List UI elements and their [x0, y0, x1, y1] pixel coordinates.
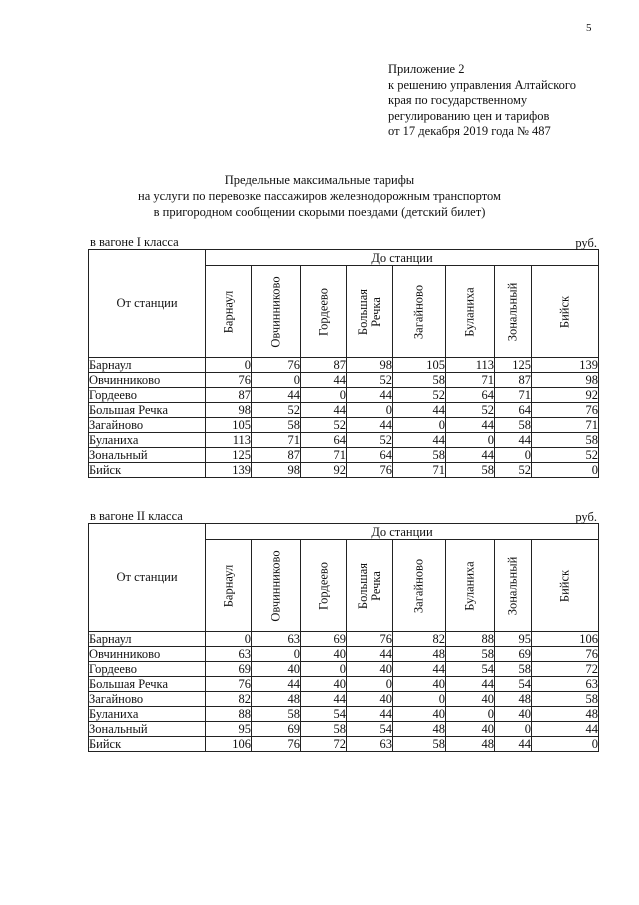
page-number: 5: [586, 22, 592, 34]
header-row: [89, 524, 599, 540]
tariff-cell: 48: [393, 647, 446, 662]
tariff-table-class-1: [88, 249, 599, 478]
tariff-cell: 40: [347, 692, 393, 707]
tariff-cell: 64: [347, 448, 393, 463]
currency-unit: руб.: [575, 510, 597, 524]
column-header: [206, 266, 252, 358]
tariff-cell: 71: [495, 388, 532, 403]
row-station: Барнаул: [89, 358, 206, 373]
to-station-header: До станции: [206, 250, 599, 266]
tariff-cell: 64: [301, 433, 347, 448]
column-header-label: Барнаул: [221, 564, 235, 607]
tariff-cell: 106: [532, 632, 599, 647]
tariff-cell: 54: [301, 707, 347, 722]
table-row: [89, 463, 599, 478]
table-row: [89, 358, 599, 373]
appendix-line: Приложение 2: [388, 62, 465, 76]
tariff-cell: 87: [495, 373, 532, 388]
tariff-cell: 71: [252, 433, 301, 448]
tariff-section-class-1: [88, 235, 600, 478]
column-header-label: Зональный: [505, 282, 520, 341]
tariff-cell: 44: [446, 677, 495, 692]
appendix-line: края по государственному: [388, 93, 528, 107]
tariff-cell: 76: [347, 463, 393, 478]
tariff-cell: 76: [252, 737, 301, 752]
tariff-cell: 76: [532, 403, 599, 418]
row-station: Бийск: [89, 737, 206, 752]
column-header: [206, 540, 252, 632]
tariff-cell: 92: [301, 463, 347, 478]
appendix-block: [388, 62, 628, 140]
column-header: [301, 266, 347, 358]
tariff-cell: 40: [347, 662, 393, 677]
tariff-cell: 44: [532, 722, 599, 737]
column-header-label: Барнаул: [221, 290, 235, 333]
table-row: [89, 418, 599, 433]
tariff-cell: 48: [495, 692, 532, 707]
tariff-cell: 98: [206, 403, 252, 418]
row-station: Загайново: [89, 418, 206, 433]
tariff-cell: 98: [252, 463, 301, 478]
row-station: Гордеево: [89, 388, 206, 403]
tariff-cell: 40: [393, 707, 446, 722]
column-header-label: Овчинниково: [268, 549, 283, 622]
tariff-cell: 40: [446, 722, 495, 737]
column-header: [252, 540, 301, 632]
tariff-cell: 87: [301, 358, 347, 373]
tariff-cell: 40: [301, 647, 347, 662]
tariff-cell: 113: [446, 358, 495, 373]
column-header-label: Буланиха: [462, 286, 477, 337]
tariff-cell: 64: [446, 388, 495, 403]
tariff-table-class-2: [88, 523, 599, 752]
row-station: Зональный: [89, 448, 206, 463]
tariff-cell: 71: [532, 418, 599, 433]
tariff-cell: 52: [347, 433, 393, 448]
column-header: [347, 540, 393, 632]
currency-unit: руб.: [575, 236, 597, 250]
tariff-cell: 0: [347, 677, 393, 692]
column-header-label: Буланиха: [462, 560, 477, 611]
table-row: [89, 722, 599, 737]
tariff-cell: 71: [446, 373, 495, 388]
appendix-line: к решению управления Алтайского: [388, 77, 576, 92]
tariff-cell: 0: [206, 632, 252, 647]
tariff-cell: 58: [532, 692, 599, 707]
tariff-cell: 0: [532, 737, 599, 752]
tariff-cell: 63: [347, 737, 393, 752]
table-row: [89, 433, 599, 448]
tariff-cell: 0: [347, 403, 393, 418]
row-station: Бийск: [89, 463, 206, 478]
tariff-cell: 82: [393, 632, 446, 647]
column-header-label: Гордеево: [316, 287, 330, 336]
tariff-cell: 0: [252, 373, 301, 388]
column-header: [393, 540, 446, 632]
tariff-cell: 0: [446, 433, 495, 448]
appendix-line: от 17 декабря 2019 года № 487: [388, 124, 551, 138]
tariff-cell: 71: [393, 463, 446, 478]
tariff-cell: 76: [347, 632, 393, 647]
title-line: на услуги по перевозке пассажиров железнодорожным транспортом: [138, 189, 501, 203]
from-station-header: От станции: [89, 524, 206, 632]
tariff-cell: 87: [252, 448, 301, 463]
tariff-cell: 40: [301, 677, 347, 692]
table-row: [89, 373, 599, 388]
row-station: Загайново: [89, 692, 206, 707]
tariff-cell: 88: [206, 707, 252, 722]
tariff-cell: 98: [347, 358, 393, 373]
tariff-cell: 44: [347, 647, 393, 662]
tariff-cell: 63: [252, 632, 301, 647]
row-station: Зональный: [89, 722, 206, 737]
section-label: в вагоне II класса: [90, 509, 183, 523]
tariff-cell: 58: [252, 418, 301, 433]
column-header: [301, 540, 347, 632]
tariff-cell: 58: [446, 647, 495, 662]
row-station: Овчинниково: [89, 373, 206, 388]
title-line: в пригородном сообщении скорыми поездами (детский билет): [153, 205, 486, 219]
tariff-cell: 54: [446, 662, 495, 677]
tariff-cell: 105: [206, 418, 252, 433]
tariff-cell: 72: [301, 737, 347, 752]
tariff-cell: 44: [393, 433, 446, 448]
table-row: [89, 403, 599, 418]
column-header-label: Овчинниково: [268, 275, 283, 348]
tariff-cell: 44: [446, 448, 495, 463]
tariff-cell: 58: [301, 722, 347, 737]
column-header: [393, 266, 446, 358]
tariff-section-class-2: [88, 509, 600, 752]
column-header-label: Бийск: [557, 295, 572, 328]
tariff-cell: 139: [532, 358, 599, 373]
tariff-cell: 69: [301, 632, 347, 647]
tariff-cell: 72: [532, 662, 599, 677]
tariff-cell: 58: [252, 707, 301, 722]
column-header-label: Загайново: [411, 558, 426, 613]
tariff-cell: 44: [393, 403, 446, 418]
row-station: Буланиха: [89, 433, 206, 448]
from-station-header: От станции: [89, 250, 206, 358]
appendix-line: регулированию цен и тарифов: [388, 108, 550, 123]
tariff-cell: 0: [446, 707, 495, 722]
tariff-cell: 52: [301, 418, 347, 433]
tariff-cell: 48: [393, 722, 446, 737]
tariff-cell: 71: [301, 448, 347, 463]
tariff-cell: 64: [495, 403, 532, 418]
column-header: [532, 266, 599, 358]
tariff-cell: 48: [446, 737, 495, 752]
tariff-cell: 44: [301, 373, 347, 388]
tariff-cell: 54: [347, 722, 393, 737]
tariff-cell: 87: [206, 388, 252, 403]
table-row: [89, 662, 599, 677]
column-header: [532, 540, 599, 632]
table-row: [89, 692, 599, 707]
tariff-cell: 44: [301, 692, 347, 707]
tariff-cell: 40: [495, 707, 532, 722]
tariff-cell: 69: [495, 647, 532, 662]
tariff-cell: 40: [393, 677, 446, 692]
tariff-cell: 44: [252, 388, 301, 403]
tariff-cell: 0: [301, 388, 347, 403]
tariff-cell: 52: [446, 403, 495, 418]
tariff-cell: 98: [532, 373, 599, 388]
table-row: [89, 632, 599, 647]
tariff-cell: 76: [206, 373, 252, 388]
row-station: Большая Речка: [89, 403, 206, 418]
tariff-cell: 58: [532, 433, 599, 448]
tariff-cell: 92: [532, 388, 599, 403]
column-header: [446, 540, 495, 632]
tariff-cell: 54: [495, 677, 532, 692]
tariff-cell: 125: [495, 358, 532, 373]
row-station: Овчинниково: [89, 647, 206, 662]
column-header-label: Большая Речка: [355, 288, 383, 335]
tariff-cell: 82: [206, 692, 252, 707]
tariff-cell: 95: [206, 722, 252, 737]
table-row: [89, 647, 599, 662]
tariff-cell: 40: [252, 662, 301, 677]
tariff-cell: 44: [495, 737, 532, 752]
tariff-cell: 125: [206, 448, 252, 463]
row-station: Барнаул: [89, 632, 206, 647]
tariff-cell: 139: [206, 463, 252, 478]
tariff-cell: 0: [393, 692, 446, 707]
tariff-cell: 52: [532, 448, 599, 463]
to-station-header: До станции: [206, 524, 599, 540]
column-header: [446, 266, 495, 358]
column-header-label: Бийск: [557, 569, 572, 602]
tariff-cell: 58: [393, 737, 446, 752]
table-row: [89, 388, 599, 403]
title-line: Предельные максимальные тарифы: [224, 173, 415, 187]
tariff-cell: 52: [252, 403, 301, 418]
tariff-cell: 63: [532, 677, 599, 692]
tariff-cell: 44: [252, 677, 301, 692]
tariff-cell: 76: [252, 358, 301, 373]
tariff-cell: 0: [301, 662, 347, 677]
header-row: [89, 250, 599, 266]
tariff-cell: 0: [206, 358, 252, 373]
tariff-cell: 44: [301, 403, 347, 418]
tariff-cell: 58: [495, 662, 532, 677]
tariff-cell: 106: [206, 737, 252, 752]
column-header-label: Гордеево: [316, 561, 330, 610]
tariff-cell: 44: [446, 418, 495, 433]
tariff-cell: 0: [532, 463, 599, 478]
column-header-label: Загайново: [411, 284, 426, 339]
tariff-cell: 0: [252, 647, 301, 662]
table-row: [89, 677, 599, 692]
row-station: Большая Речка: [89, 677, 206, 692]
tariff-cell: 58: [393, 373, 446, 388]
tariff-cell: 95: [495, 632, 532, 647]
section-label: в вагоне I класса: [90, 235, 179, 249]
tariff-cell: 58: [393, 448, 446, 463]
column-header: [495, 266, 532, 358]
tariff-cell: 113: [206, 433, 252, 448]
tariff-cell: 63: [206, 647, 252, 662]
column-header-label: Зональный: [505, 556, 520, 615]
row-station: Гордеево: [89, 662, 206, 677]
table-row: [89, 707, 599, 722]
tariff-cell: 76: [206, 677, 252, 692]
table-row: [89, 448, 599, 463]
tariff-cell: 58: [495, 418, 532, 433]
tariff-cell: 44: [347, 388, 393, 403]
tariff-cell: 40: [446, 692, 495, 707]
tariff-cell: 0: [495, 448, 532, 463]
tariff-cell: 0: [393, 418, 446, 433]
row-station: Буланиха: [89, 707, 206, 722]
tariff-cell: 44: [495, 433, 532, 448]
tariff-cell: 69: [206, 662, 252, 677]
tariff-cell: 44: [393, 662, 446, 677]
column-header: [252, 266, 301, 358]
tariff-cell: 76: [532, 647, 599, 662]
tariff-cell: 52: [347, 373, 393, 388]
tariff-cell: 88: [446, 632, 495, 647]
tariff-cell: 69: [252, 722, 301, 737]
tariff-cell: 0: [495, 722, 532, 737]
tariff-cell: 58: [446, 463, 495, 478]
tariff-cell: 48: [532, 707, 599, 722]
column-header-label: Большая Речка: [355, 562, 383, 609]
tariff-cell: 52: [393, 388, 446, 403]
table-row: [89, 737, 599, 752]
tariff-cell: 44: [347, 418, 393, 433]
tariff-cell: 52: [495, 463, 532, 478]
tariff-cell: 105: [393, 358, 446, 373]
column-header: [495, 540, 532, 632]
tariff-cell: 48: [252, 692, 301, 707]
column-header: [347, 266, 393, 358]
tariff-cell: 44: [347, 707, 393, 722]
document-title: [0, 172, 639, 220]
